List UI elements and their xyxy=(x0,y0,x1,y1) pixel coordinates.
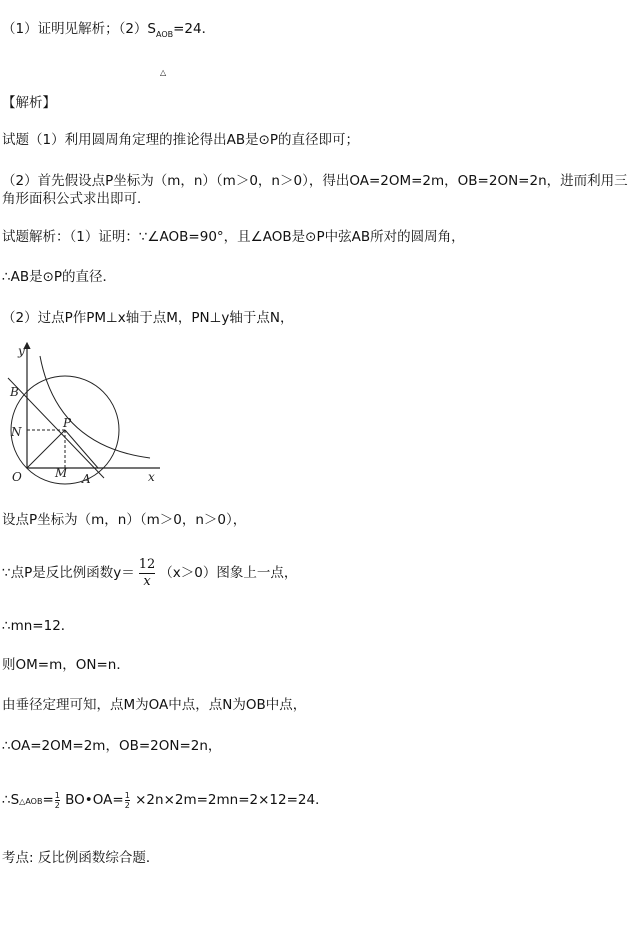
half-num-2: 1 xyxy=(124,790,130,800)
answer-value: =24． xyxy=(173,21,216,37)
area-s: ∴S xyxy=(2,792,20,808)
half-num-1: 1 xyxy=(54,790,60,800)
area-eq: = xyxy=(42,792,54,808)
fraction-numerator: 12 xyxy=(138,556,156,572)
solution-line-6: ∴mn=12． xyxy=(2,618,75,634)
fraction-12-over-x xyxy=(139,557,156,590)
area-rest: ×2n×2m=2mn=2×12=24． xyxy=(135,792,329,808)
hint-2: （2）首先假设点P坐标为（m，n）（m＞0，n＞0），得出OA=2OM=2m，OB=2ON=2n，进而利用三角形面积公式求出即可． xyxy=(2,173,628,207)
solution-line-2: ∴AB是⊙P的直径． xyxy=(2,269,117,285)
hyperbola xyxy=(40,356,150,458)
analysis-heading: 【解析】 xyxy=(2,95,56,111)
label-b: B xyxy=(10,385,19,399)
solution-line-1: 试题解析：（1）证明：∵∠AOB=90°，且∠AOB是⊙P中弦AB所对的圆周角， xyxy=(2,229,465,245)
solution-line-7: 则OM=m，ON=n． xyxy=(2,657,130,673)
label-a: A xyxy=(82,472,91,486)
half-den-2: 2 xyxy=(124,800,130,810)
hint-1: 试题（1）利用圆周角定理的推论得出AB是⊙P的直径即可； xyxy=(2,132,360,148)
solution-line-10 xyxy=(2,786,329,816)
segment-op xyxy=(27,430,65,468)
label-y: y xyxy=(18,344,25,358)
area-mid: BO•OA= xyxy=(65,792,124,808)
answer-triangle: △ xyxy=(160,68,167,77)
solution-line-9: ∴OA=2OM=2m，OB=2ON=2n， xyxy=(2,738,222,754)
sol5-after: （x＞0）图象上一点， xyxy=(159,565,298,581)
solution-line-4: 设点P坐标为（m，n）（m＞0，n＞0）， xyxy=(2,512,247,528)
label-m: M xyxy=(55,466,68,480)
area-subscript: △AOB xyxy=(19,797,43,806)
half-fraction-2 xyxy=(125,791,130,810)
segment-pa xyxy=(65,430,98,468)
kaodian: 考点: 反比例函数综合题． xyxy=(2,850,160,866)
half-den-1: 2 xyxy=(54,800,60,810)
solution-line-3: （2）过点P作PM⊥x轴于点M，PN⊥y轴于点N， xyxy=(2,310,294,326)
label-o: O xyxy=(12,470,22,484)
label-n: N xyxy=(11,425,22,439)
label-x: x xyxy=(148,470,155,484)
answer-text: （1）证明见解析；（2）S xyxy=(2,21,156,37)
solution-line-8: 由垂径定理可知，点M为OA中点，点N为OB中点， xyxy=(2,697,307,713)
fraction-denominator: x xyxy=(143,573,151,589)
label-p: P xyxy=(63,416,72,430)
solution-line-5 xyxy=(2,556,297,590)
answer-subscript: AOB xyxy=(156,30,174,39)
sol5-before: ∵点P是反比例函数y＝ xyxy=(2,565,135,581)
answer-line xyxy=(2,20,215,40)
half-fraction-1 xyxy=(55,791,60,810)
geometry-figure xyxy=(0,338,175,493)
